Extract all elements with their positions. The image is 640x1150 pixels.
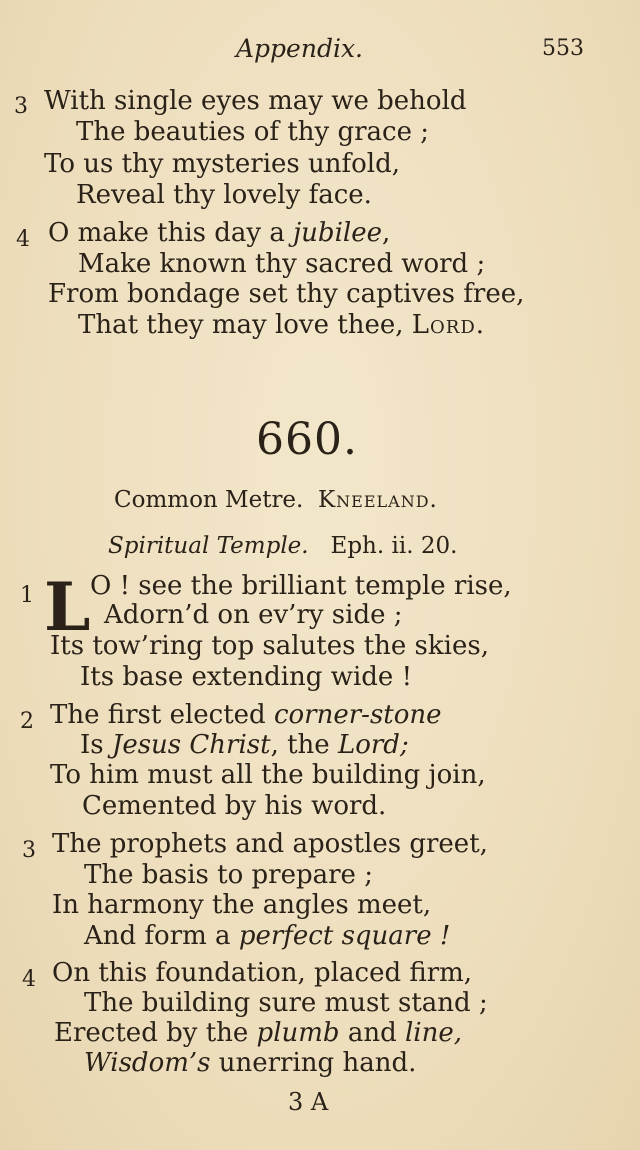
verse-italic: line, <box>404 1018 463 1048</box>
hymn-metre-line <box>114 487 438 513</box>
verse-line: Adorn’d on ev’ry side ; <box>104 600 403 630</box>
verse-line: The beauties of thy grace ; <box>76 117 430 147</box>
stanza-number: 4 <box>16 227 30 252</box>
verse-text: Is <box>80 730 112 760</box>
verse-text: , the <box>270 730 338 760</box>
verse-line: Reveal thy lovely face. <box>76 180 372 210</box>
stanza-number: 3 <box>22 838 36 863</box>
hymn-scripture: Eph. ii. 20. <box>330 533 458 559</box>
stanza-number: 3 <box>14 94 28 119</box>
verse-text: And form a <box>84 921 239 951</box>
verse-text: . <box>475 310 485 340</box>
verse-text: and <box>339 1018 405 1048</box>
verse-line <box>54 1018 462 1048</box>
verse-italic: Jesus Christ <box>111 730 271 760</box>
verse-line: Make known thy sacred word ; <box>78 249 486 279</box>
verse-line: Its base extending wide ! <box>80 662 413 692</box>
hymn-metre: Common Metre. <box>114 487 304 513</box>
verse-line: On this foundation, placed firm, <box>52 958 473 988</box>
verse-italic: plumb <box>256 1018 340 1048</box>
signature-mark: 3 A <box>288 1088 329 1116</box>
verse-text: unerring hand. <box>210 1048 417 1078</box>
verse-line: The basis to prepare ; <box>84 860 373 890</box>
verse-line: From bondage set thy captives free, <box>48 279 525 309</box>
verse-text: That they may love thee, <box>78 310 412 340</box>
verse-line <box>78 310 484 340</box>
running-head: Appendix. <box>236 34 364 63</box>
hymn-number: 660. <box>256 414 358 465</box>
stanza-number: 1 <box>20 583 34 608</box>
verse-line: In harmony the angles meet, <box>52 890 432 920</box>
verse-line: The building sure must stand ; <box>84 988 488 1018</box>
verse-line <box>48 218 390 248</box>
verse-line <box>50 700 442 730</box>
stanza-number: 4 <box>22 967 36 992</box>
verse-italic: jubilee <box>293 218 382 248</box>
verse-italic: Wisdom’s <box>84 1048 211 1078</box>
drop-cap: L <box>44 568 91 646</box>
hymn-subject: Spiritual Temple. <box>108 533 309 559</box>
verse-italic: Lord; <box>337 730 409 760</box>
verse-text: The first elected <box>50 700 274 730</box>
verse-line: Its tow’ring top salutes the skies, <box>50 631 489 661</box>
hymn-tune: Kneeland. <box>317 487 438 513</box>
stanza-number: 2 <box>20 709 34 734</box>
verse-line: Cemented by his word. <box>82 791 387 821</box>
verse-italic: perfect square ! <box>238 921 451 951</box>
verse-line <box>84 921 450 951</box>
verse-italic: corner-stone <box>273 700 442 730</box>
verse-small-caps: Lord <box>411 310 476 340</box>
verse-line: To him must all the building join, <box>50 760 486 790</box>
verse-line: With single eyes may we behold <box>44 86 467 116</box>
verse-line <box>80 730 409 760</box>
verse-text: O make this day a <box>48 218 294 248</box>
verse-line <box>84 1048 416 1078</box>
verse-line: The prophets and apostles greet, <box>52 829 488 859</box>
hymn-subject-line <box>108 533 457 559</box>
verse-text: , <box>381 218 391 248</box>
verse-line: To us thy mysteries unfold, <box>44 149 400 179</box>
verse-line: O ! see the brilliant temple rise, <box>90 571 512 601</box>
verse-text: Erected by the <box>54 1018 257 1048</box>
page-number: 553 <box>542 36 584 61</box>
